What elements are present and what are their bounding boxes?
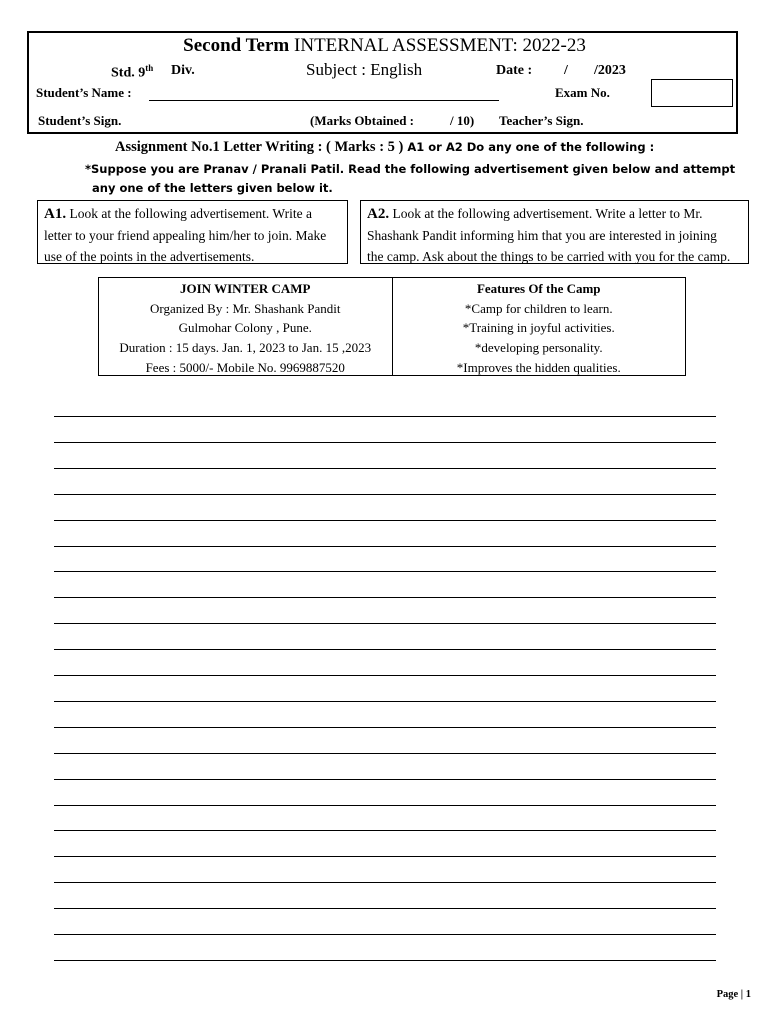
question-a1-line-2: letter to your friend appealing him/her to join. Make [44,228,327,243]
advertisement-location: Gulmohar Colony , Pune. [178,320,312,336]
answer-line[interactable] [54,805,716,806]
answer-line[interactable] [54,701,716,702]
question-a2 [360,200,749,264]
answer-line[interactable] [54,649,716,650]
advertisement-right-column [393,278,686,375]
question-a2-number: A2. [367,206,390,222]
question-a1-number: A1. [44,206,67,222]
answer-line[interactable] [54,416,716,417]
header-box [27,31,738,134]
feature-item: *Camp for children to learn. [464,300,613,316]
assignment-heading-main: Assignment No.1 Letter Writing : ( Marks : 5 ) [115,139,404,155]
answer-line[interactable] [54,960,716,961]
answer-line[interactable] [54,675,716,676]
features-heading: Features Of the Camp [476,281,601,296]
answer-line[interactable] [54,882,716,883]
page-number: Page | 1 [716,989,751,1000]
exam-no-field[interactable] [651,79,733,107]
answer-line[interactable] [54,623,716,624]
student-sign-label: Student’s Sign. [38,113,122,128]
answer-line[interactable] [54,779,716,780]
std-superscript: th [145,63,154,73]
question-a2-line-1 [367,203,742,225]
advertisement-fees: Fees : 5000/- Mobile No. 9969887520 [145,359,345,375]
instruction-line-1: *Suppose you are Pranav / Pranali Patil. Read the following advertisement given below and attempt [85,162,736,176]
std-text: Std. 9 [111,65,146,81]
answer-line[interactable] [54,934,716,935]
answer-line[interactable] [54,571,716,572]
date-label: Date : [496,63,533,78]
question-a1-text-1: Look at the following advertisement. Write a [66,206,312,221]
answer-line[interactable] [54,494,716,495]
div-label: Div. [171,63,195,78]
feature-item: *Training in joyful activities. [462,320,615,336]
answer-line[interactable] [54,830,716,831]
advertisement-heading: JOIN WINTER CAMP [180,281,311,296]
feature-item: *developing personality. [474,340,603,356]
title-assessment: INTERNAL ASSESSMENT: 2022-23 [289,35,586,56]
date-year: /2023 [594,63,626,78]
question-a1-line-1 [44,203,341,225]
subject-label: Subject : English [306,60,423,79]
answer-line[interactable] [54,908,716,909]
student-name-label: Student’s Name : [36,85,132,100]
page-title [29,35,740,57]
title-term: Second Term [183,35,290,56]
answer-line[interactable] [54,753,716,754]
question-a2-line-3: the camp. Ask about the things to be carried with you for the camp. [367,249,731,264]
std-label [111,63,153,82]
answer-line[interactable] [54,546,716,547]
answer-line[interactable] [54,442,716,443]
question-a2-text-1: Look at the following advertisement. Write a letter to Mr. [389,206,703,221]
question-a1-line-3: use of the points in the advertisements. [44,249,255,264]
advertisement-duration: Duration : 15 days. Jan. 1, 2023 to Jan. 15 ,2023 [119,340,372,356]
teacher-sign-label: Teacher’s Sign. [499,113,584,128]
question-a2-line-2: Shashank Pandit informing him that you are interested in joining [367,228,717,243]
answer-line[interactable] [54,727,716,728]
exam-no-label: Exam No. [555,85,610,100]
answer-line[interactable] [54,856,716,857]
advertisement-organizer: Organized By : Mr. Shashank Pandit [150,300,341,316]
feature-item: *Improves the hidden qualities. [456,359,621,375]
date-day-separator: / [564,63,568,78]
assignment-heading-tail: A1 or A2 Do any one of the following : [403,140,655,154]
student-name-field[interactable] [149,100,499,101]
question-a1 [37,200,348,264]
assignment-heading [115,139,654,156]
advertisement-table [98,277,686,376]
answer-line[interactable] [54,597,716,598]
marks-out-of: / 10) [450,113,475,128]
instruction-line-2: any one of the letters given below it. [92,181,333,195]
marks-obtained-label: (Marks Obtained : [310,113,414,128]
answer-line[interactable] [54,468,716,469]
advertisement-left-column [99,278,393,375]
answer-line[interactable] [54,520,716,521]
